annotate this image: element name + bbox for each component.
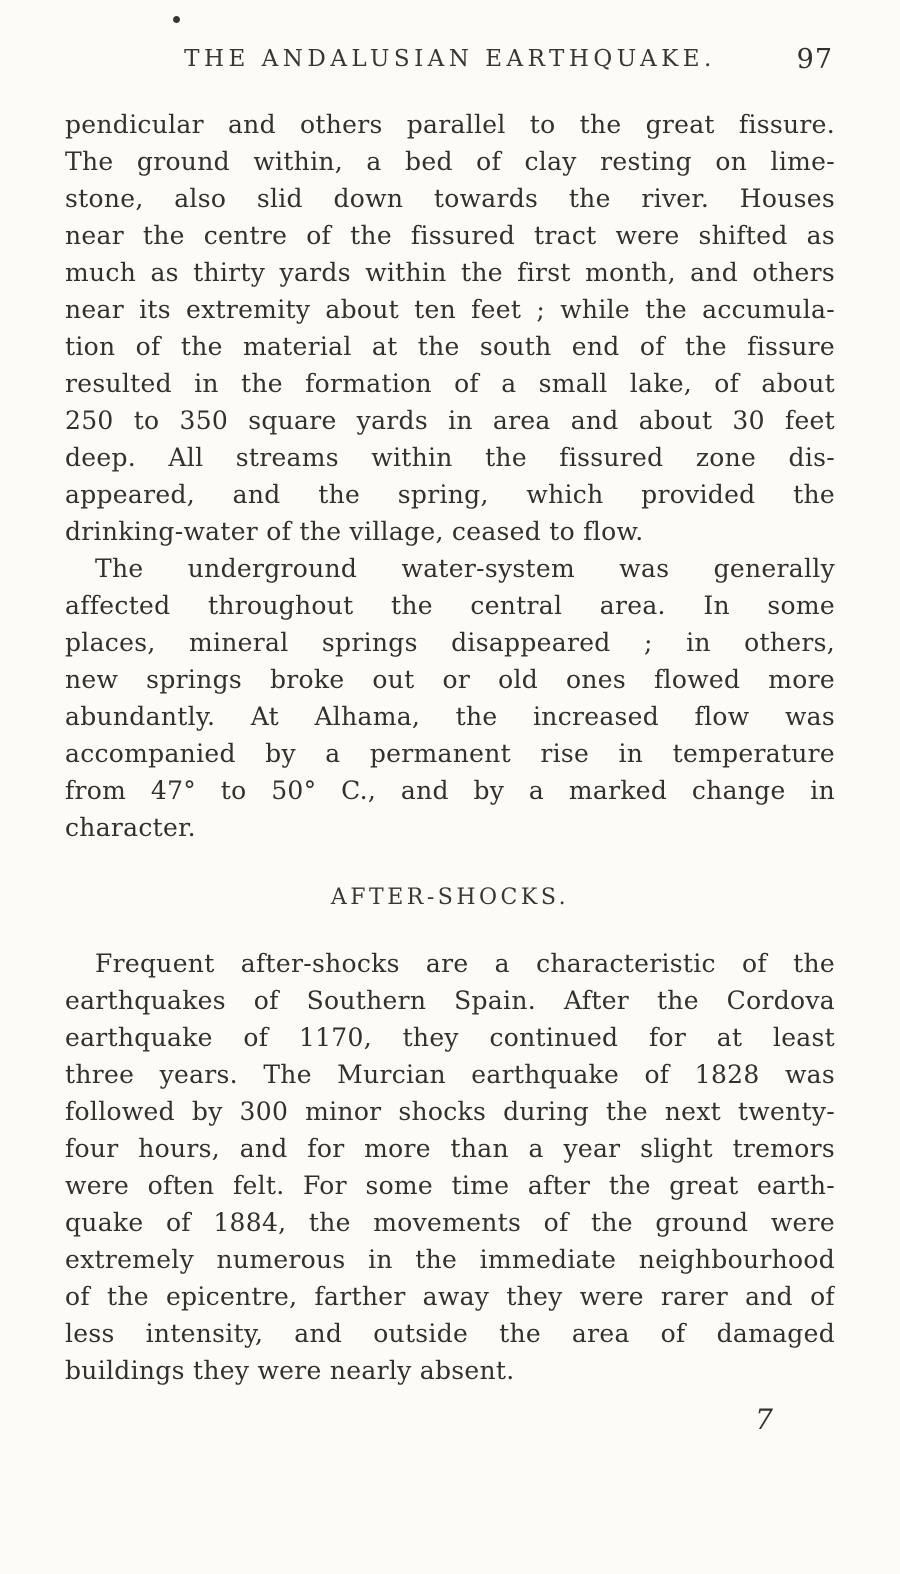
page-body [65, 106, 835, 1389]
running-title: THE ANDALUSIAN EARTHQUAKE. [184, 46, 716, 72]
text-line: Frequent after-shocks are a characteristic of the [95, 949, 835, 978]
signature-mark: 7 [755, 1403, 773, 1436]
text-line: resulted in the formation of a small lake, of about [65, 369, 835, 398]
text-line: less intensity, and outside the area of damaged [65, 1319, 835, 1348]
text-line: character. [65, 813, 196, 842]
page-number: 97 [796, 44, 833, 75]
text-line: affected throughout the central area. In some [65, 591, 835, 620]
page-header [65, 0, 835, 80]
section-heading: AFTER-SHOCKS. [330, 885, 570, 910]
text-line: The underground water-system was generally [95, 554, 835, 583]
text-line: buildings they were nearly absent. [65, 1356, 515, 1385]
text-line: appeared, and the spring, which provided the [65, 480, 835, 509]
text-line: abundantly. At Alhama, the increased flow was [65, 702, 835, 731]
text-line: were often felt. For some time after the great earth- [65, 1171, 835, 1200]
text-line: The ground within, a bed of clay resting on lime- [65, 147, 835, 176]
text-line: new springs broke out or old ones flowed more [65, 665, 835, 694]
paragraph [65, 106, 835, 550]
text-line: from 47° to 50° C., and by a marked change in [65, 776, 835, 805]
text-line: near the centre of the fissured tract were shifted as [65, 221, 835, 250]
text-line: tion of the material at the south end of the fissure [65, 332, 835, 361]
paragraph [65, 550, 835, 846]
text-line: 250 to 350 square yards in area and about 30 feet [65, 406, 835, 435]
text-line: quake of 1884, the movements of the ground were [65, 1208, 835, 1237]
paragraph [65, 945, 835, 1389]
text-line: near its extremity about ten feet ; while the accumula- [65, 295, 835, 324]
text-line: much as thirty yards within the first month, and others [65, 258, 835, 287]
text-line: deep. All streams within the fissured zone dis- [65, 443, 835, 472]
text-line: pendicular and others parallel to the great fissure. [65, 110, 835, 139]
text-line: earthquake of 1170, they continued for at least [65, 1023, 835, 1052]
text-line: followed by 300 minor shocks during the next twenty- [65, 1097, 835, 1126]
text-line: of the epicentre, farther away they were rarer and of [65, 1282, 835, 1311]
text-line: earthquakes of Southern Spain. After the Cordova [65, 986, 835, 1015]
text-line: places, mineral springs disappeared ; in others, [65, 628, 835, 657]
text-line: three years. The Murcian earthquake of 1828 was [65, 1060, 835, 1089]
text-line: extremely numerous in the immediate neighbourhood [65, 1245, 835, 1274]
text-line: stone, also slid down towards the river. Houses [65, 184, 835, 213]
text-line: drinking-water of the village, ceased to flow. [65, 517, 644, 546]
text-line: four hours, and for more than a year slight tremors [65, 1134, 835, 1163]
text-line: accompanied by a permanent rise in temperature [65, 739, 835, 768]
